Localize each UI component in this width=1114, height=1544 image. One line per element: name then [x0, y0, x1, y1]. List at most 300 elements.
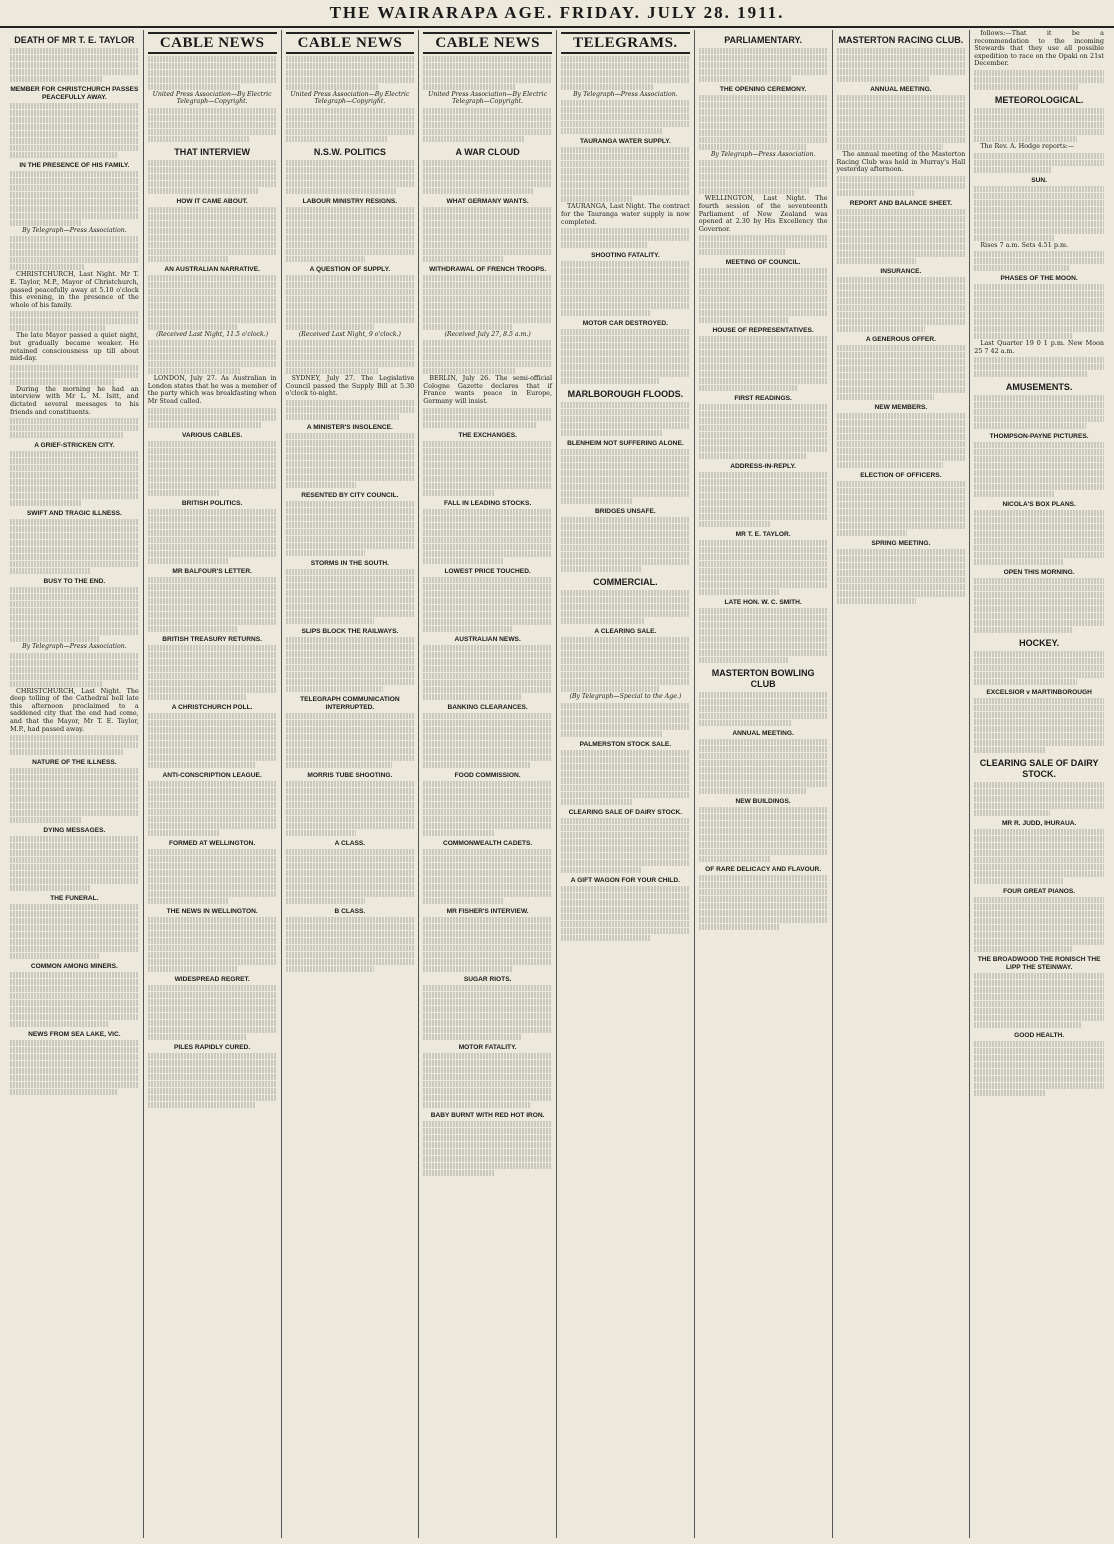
body-text-line: [561, 402, 690, 408]
body-text-line: [561, 778, 690, 784]
body-text-line: [561, 750, 690, 756]
body-text-line: [699, 720, 792, 726]
body-text-line: [423, 188, 534, 194]
body-text-line: [423, 303, 552, 309]
body-text-line: [699, 404, 828, 410]
body-text-line: [699, 629, 828, 635]
body-text-line: [974, 364, 1104, 370]
body-text-line: [699, 500, 828, 506]
body-text-line: [561, 261, 690, 267]
body-text-line: [561, 154, 690, 160]
body-text-line: [561, 161, 690, 167]
body-text-line: [699, 561, 828, 567]
body-text-line: [423, 762, 530, 768]
body-text-line: [974, 810, 1049, 816]
body-text-line: [423, 720, 552, 726]
body-text-line: [561, 597, 690, 603]
body-text-line: [974, 552, 1104, 558]
body-text-line: [286, 611, 415, 617]
body-text-line: [974, 606, 1104, 612]
body-text-line: [699, 130, 828, 136]
body-text-line: [148, 462, 277, 468]
body-text-line: [699, 547, 828, 553]
body-text-line: [148, 558, 228, 564]
body-text-line: [974, 1048, 1104, 1054]
body-text-line: [837, 55, 966, 61]
body-text-line: [10, 325, 105, 331]
body-text-line: [148, 584, 277, 590]
body-text-line: [423, 354, 552, 360]
body-text-line: [974, 1001, 1104, 1007]
column-1: [6, 30, 144, 1538]
body-text-line: [423, 966, 512, 972]
subheadline: COMMON AMONG MINERS.: [30, 963, 118, 971]
body-text-line: [148, 666, 277, 672]
body-text-line: [837, 570, 966, 576]
body-text-line: [148, 720, 277, 726]
subheadline: MORRIS TUBE SHOOTING.: [307, 772, 393, 779]
body-text-line: [699, 268, 828, 274]
article-paragraph: WELLINGTON, Last Night. The fourth session of the seventeenth Parliament of New Zealand was opened at 2.30 by His Excellency the Governor.: [698, 194, 828, 233]
body-text-line: [561, 303, 690, 309]
body-text-line: [148, 537, 277, 543]
body-text-line: [699, 62, 828, 68]
body-text-line: [423, 870, 552, 876]
body-text-line: [10, 236, 139, 242]
body-text-line: [561, 538, 690, 544]
body-text-line: [699, 486, 828, 492]
body-text-line: [699, 821, 828, 827]
body-text-line: [148, 788, 277, 794]
body-text-line: [148, 242, 277, 248]
body-text-line: [10, 953, 99, 959]
headline-banner: CABLE NEWS: [148, 32, 277, 54]
body-text-line: [699, 924, 779, 930]
body-text-line: [699, 753, 828, 759]
body-text-line: [837, 352, 966, 358]
body-text-line: [837, 216, 966, 222]
body-text-line: [423, 1128, 552, 1134]
subheadline: NATURE OF THE ILLNESS.: [32, 759, 117, 767]
body-text-line: [974, 850, 1104, 856]
body-text-line: [423, 1156, 552, 1162]
body-text-line: [423, 734, 552, 740]
body-text-line: [561, 867, 641, 873]
body-text-line: [423, 741, 552, 747]
body-text-line: [423, 84, 516, 90]
body-text-line: [699, 521, 770, 527]
body-text-line: [699, 439, 828, 445]
subheadline: BRITISH POLITICS.: [181, 499, 243, 507]
body-text-line: [699, 828, 828, 834]
body-text-line: [561, 771, 690, 777]
body-text-line: [974, 305, 1104, 311]
body-text-line: [148, 296, 277, 302]
subheadline: BRIDGES UNSAFE.: [594, 508, 656, 516]
body-text-line: [561, 900, 690, 906]
section-headline: CLEARING SALE OF DAIRY STOCK.: [979, 758, 1099, 780]
body-text-line: [148, 816, 277, 822]
body-text-line: [699, 746, 828, 752]
subheadline: THE FUNERAL.: [50, 895, 99, 903]
body-text-line: [148, 347, 277, 353]
newspaper-columns: [6, 30, 1108, 1538]
body-text-line: [699, 181, 828, 187]
body-text-line: [148, 448, 277, 454]
body-text-line: [974, 491, 1054, 497]
body-text-line: [699, 856, 770, 862]
article-paragraph: The Rev. A. Hodge reports:—: [980, 141, 1075, 150]
body-text-line: [423, 70, 552, 76]
body-text-line: [561, 785, 690, 791]
body-text-line: [561, 100, 690, 106]
body-text-line: [148, 687, 277, 693]
body-text-line: [423, 856, 552, 862]
body-text-line: [561, 764, 690, 770]
subheadline: THE NEWS IN WELLINGTON.: [166, 907, 258, 915]
body-text-line: [561, 128, 663, 134]
body-text-line: [837, 509, 966, 515]
headline-banner: TELEGRAMS.: [561, 32, 690, 54]
body-text-line: [10, 103, 139, 109]
body-text-line: [423, 509, 552, 515]
body-text-line: [10, 660, 139, 666]
body-text-line: [10, 55, 139, 61]
subheadline: HOW IT CAME ABOUT.: [176, 197, 248, 205]
body-text-line: [837, 427, 966, 433]
body-text-line: [561, 703, 690, 709]
body-text-line: [286, 347, 415, 353]
subheadline: MR BALFOUR'S LETTER.: [172, 567, 252, 575]
body-text-line: [286, 727, 415, 733]
body-text-line: [286, 583, 415, 589]
body-text-line: [423, 77, 552, 83]
body-text-line: [837, 277, 966, 283]
body-text-line: [286, 468, 415, 474]
body-text-line: [974, 258, 1104, 264]
body-text-line: [974, 160, 1104, 166]
body-text-line: [423, 584, 552, 590]
body-text-line: [699, 636, 828, 642]
body-text-line: [423, 455, 552, 461]
subheadline: A CLASS.: [334, 840, 366, 847]
body-text-line: [561, 853, 690, 859]
body-text-line: [148, 368, 241, 374]
body-text-line: [699, 472, 828, 478]
body-text-line: [423, 1053, 552, 1059]
body-text-line: [561, 107, 690, 113]
subheadline: THE BROADWOOD THE RONISCH THE LIPP THE STEINWAY.: [977, 956, 1101, 972]
body-text-line: [837, 359, 966, 365]
body-text-line: [837, 481, 966, 487]
subheadline: FALL IN LEADING STOCKS.: [443, 499, 532, 507]
subheadline: OF RARE DELICACY AND FLAVOUR.: [705, 866, 822, 874]
body-text-line: [286, 898, 366, 904]
body-text-line: [974, 782, 1104, 788]
body-text-line: [286, 188, 397, 194]
body-text-line: [286, 167, 415, 173]
body-text-line: [148, 1088, 277, 1094]
body-text-line: [423, 256, 503, 262]
body-text-line: [974, 265, 1070, 271]
body-text-line: [423, 136, 525, 142]
body-text-line: [148, 898, 228, 904]
body-text-line: [561, 282, 690, 288]
body-text-line: [10, 836, 139, 842]
body-text-line: [286, 665, 415, 671]
body-text-line: [423, 441, 552, 447]
body-text-line: [423, 687, 552, 693]
article-paragraph: Rises 7 a.m. Sets 4.51 p.m.: [980, 240, 1069, 249]
body-text-line: [974, 559, 1064, 565]
article-paragraph: The late Mayor passed a quiet night, but gradually became weaker. He retained consciousness up till about mid-day.: [10, 331, 139, 363]
subheadline: MR T. E. TAYLOR.: [735, 531, 791, 539]
body-text-line: [286, 644, 415, 650]
body-text-line: [974, 470, 1104, 476]
body-text-line: [837, 373, 966, 379]
body-text-line: [286, 414, 399, 420]
body-text-line: [10, 533, 139, 539]
body-text-line: [423, 310, 552, 316]
body-text-line: [974, 416, 1104, 422]
byline: United Press Association—By Electric Telegraph—Copyright.: [290, 91, 410, 106]
body-text-line: [10, 681, 103, 687]
body-text-line: [561, 336, 690, 342]
body-text-line: [148, 741, 277, 747]
body-text-line: [561, 114, 690, 120]
body-text-line: [148, 1053, 277, 1059]
body-text-line: [974, 531, 1104, 537]
byline: By Telegraph—Press Association.: [22, 227, 127, 234]
body-text-line: [699, 842, 828, 848]
body-text-line: [148, 917, 277, 923]
body-text-line: [699, 167, 828, 173]
body-text-line: [561, 832, 690, 838]
subheadline: BANKING CLEARANCES.: [447, 703, 528, 711]
body-text-line: [699, 418, 828, 424]
body-text-line: [423, 415, 552, 421]
body-text-line: [423, 823, 552, 829]
body-text-line: [699, 760, 828, 766]
body-text-line: [974, 698, 1104, 704]
body-text-line: [286, 282, 415, 288]
body-text-line: [974, 620, 1104, 626]
body-text-line: [10, 554, 139, 560]
body-text-line: [837, 563, 966, 569]
body-text-line: [974, 167, 1052, 173]
subheadline: BLENHEIM NOT SUFFERING ALONE.: [567, 440, 684, 448]
body-text-line: [423, 108, 552, 114]
body-text-line: [148, 214, 277, 220]
body-text-line: [148, 122, 277, 128]
subheadline: ELECTION OF OFFICERS.: [860, 471, 942, 479]
body-text-line: [286, 242, 415, 248]
body-text-line: [286, 77, 415, 83]
body-text-line: [561, 463, 690, 469]
body-text-line: [10, 979, 139, 985]
body-text-line: [423, 992, 552, 998]
body-text-line: [837, 144, 944, 150]
body-text-line: [423, 1149, 552, 1155]
byline: United Press Association—By Electric Telegraph—Copyright.: [152, 91, 272, 106]
body-text-line: [286, 618, 375, 624]
body-text-line: [561, 470, 690, 476]
body-text-line: [10, 458, 139, 464]
body-text-line: [423, 408, 552, 414]
body-text-line: [974, 357, 1104, 363]
section-headline: A WAR CLOUD: [455, 146, 520, 157]
body-text-line: [837, 387, 966, 393]
body-text-line: [10, 904, 139, 910]
body-text-line: [10, 843, 139, 849]
body-text-line: [286, 275, 415, 281]
body-text-line: [10, 264, 85, 270]
body-text-line: [10, 124, 139, 130]
body-text-line: [10, 1021, 108, 1027]
body-text-line: [837, 495, 966, 501]
body-text-line: [423, 129, 552, 135]
body-text-line: [10, 653, 139, 659]
body-text-line: [148, 63, 277, 69]
body-text-line: [10, 810, 139, 816]
body-text-line: [974, 326, 1104, 332]
body-text-line: [974, 251, 1104, 257]
body-text-line: [148, 652, 277, 658]
body-text-line: [148, 802, 277, 808]
body-text-line: [148, 1060, 277, 1066]
body-text-line: [974, 1062, 1104, 1068]
body-text-line: [561, 70, 690, 76]
body-text-line: [286, 938, 415, 944]
body-text-line: [10, 674, 139, 680]
body-text-line: [423, 221, 552, 227]
body-text-line: [561, 914, 690, 920]
column-2: [144, 30, 282, 1538]
body-text-line: [423, 214, 552, 220]
body-text-line: [148, 591, 277, 597]
body-text-line: [837, 102, 966, 108]
body-text-line: [10, 789, 139, 795]
body-text-line: [148, 509, 277, 515]
body-text-line: [423, 830, 494, 836]
body-text-line: [10, 1014, 139, 1020]
body-text-line: [974, 904, 1104, 910]
body-text-line: [423, 462, 552, 468]
body-text-line: [837, 455, 966, 461]
body-text-line: [974, 599, 1104, 605]
body-text-line: [974, 918, 1104, 924]
body-text-line: [974, 585, 1104, 591]
body-text-line: [974, 1076, 1104, 1082]
body-text-line: [286, 823, 415, 829]
body-text-line: [286, 115, 415, 121]
body-text-line: [561, 449, 690, 455]
body-text-line: [974, 477, 1104, 483]
body-text-line: [837, 312, 966, 318]
body-text-line: [148, 619, 277, 625]
body-text-line: [699, 889, 828, 895]
body-text-line: [974, 70, 1104, 76]
subheadline: REPORT AND BALANCE SHEET.: [849, 199, 953, 207]
section-headline: PARLIAMENTARY.: [724, 35, 803, 45]
body-text-line: [423, 795, 552, 801]
section-headline: MARLBOROUGH FLOODS.: [567, 389, 684, 400]
body-text-line: [974, 402, 1104, 408]
body-text-line: [561, 228, 690, 234]
body-text-line: [148, 952, 277, 958]
body-text-line: [286, 160, 415, 166]
body-text-line: [837, 420, 966, 426]
body-text-line: [837, 413, 966, 419]
byline: (Received Last Night, 9 o'clock.): [298, 330, 401, 338]
body-text-line: [148, 129, 277, 135]
subheadline: BABY BURNT WITH RED HOT IRON.: [430, 1111, 545, 1119]
subheadline: LABOUR MINISTRY RESIGNS.: [302, 197, 398, 205]
body-text-line: [148, 289, 277, 295]
body-text-line: [699, 910, 828, 916]
body-text-line: [148, 1034, 246, 1040]
body-text-line: [148, 275, 277, 281]
body-text-line: [148, 160, 277, 166]
body-text-line: [699, 289, 828, 295]
body-text-line: [699, 849, 828, 855]
body-text-line: [423, 1013, 552, 1019]
body-text-line: [974, 129, 1104, 135]
body-text-line: [699, 479, 828, 485]
body-text-line: [10, 372, 139, 378]
body-text-line: [699, 882, 828, 888]
body-text-line: [148, 354, 277, 360]
headline-banner: CABLE NEWS: [423, 32, 552, 54]
body-text-line: [286, 475, 415, 481]
body-text-line: [699, 446, 828, 452]
body-text-line: [10, 171, 139, 177]
body-text-line: [561, 168, 690, 174]
subheadline: B CLASS.: [334, 908, 366, 915]
body-text-line: [10, 817, 81, 823]
body-text-line: [423, 1074, 552, 1080]
body-text-line: [699, 814, 828, 820]
body-text-line: [561, 886, 690, 892]
body-text-line: [699, 336, 828, 342]
body-text-line: [423, 242, 552, 248]
subheadline: MR R. JUDD, IHURAUA.: [1001, 820, 1077, 828]
body-text-line: [561, 343, 690, 349]
body-text-line: [974, 463, 1104, 469]
body-text-line: [10, 749, 123, 755]
body-text-line: [148, 174, 277, 180]
body-text-line: [148, 781, 277, 787]
body-text-line: [974, 1008, 1104, 1014]
subheadline: THE EXCHANGES.: [458, 431, 517, 439]
body-text-line: [148, 809, 277, 815]
body-text-line: [423, 207, 552, 213]
body-text-line: [699, 540, 828, 546]
subheadline: BUSY TO THE END.: [43, 578, 106, 586]
body-text-line: [974, 897, 1104, 903]
body-text-line: [974, 864, 1104, 870]
body-text-line: [699, 144, 806, 150]
body-text-line: [10, 568, 90, 574]
body-text-line: [148, 249, 277, 255]
body-text-line: [561, 846, 690, 852]
body-text-line: [561, 296, 690, 302]
body-text-line: [423, 63, 552, 69]
body-text-line: [699, 69, 828, 75]
body-text-line: [286, 461, 415, 467]
body-text-line: [561, 189, 690, 195]
body-text-line: [423, 551, 552, 557]
